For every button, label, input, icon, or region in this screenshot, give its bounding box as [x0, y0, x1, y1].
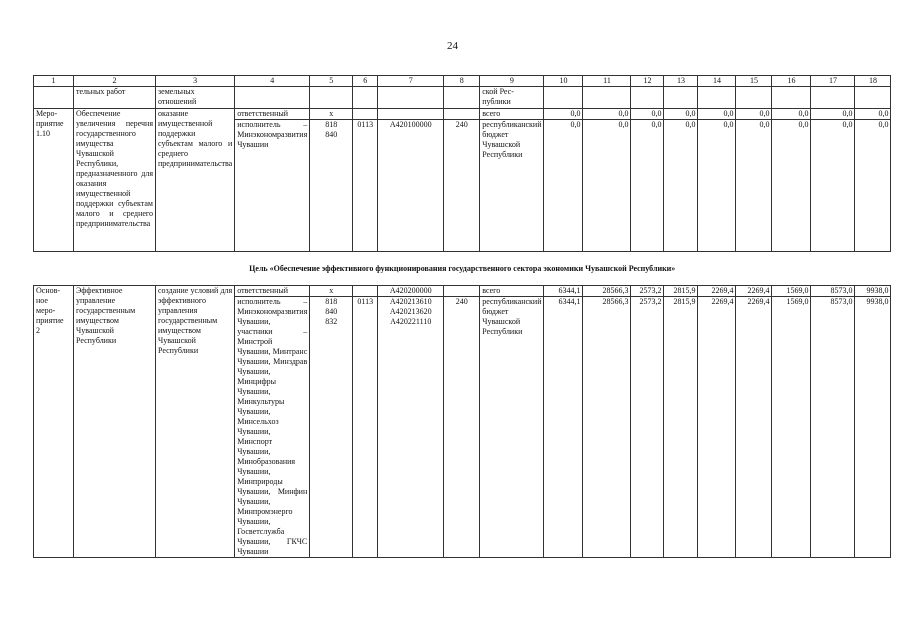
event-1-10-total-row — [34, 109, 891, 120]
goal-row — [34, 252, 891, 286]
cell-continuation-col2: тельных работ — [74, 87, 156, 109]
funding-source: всего — [480, 286, 544, 297]
value-cell: 0,0 — [664, 109, 698, 120]
value-cell: 0,0 — [583, 109, 631, 120]
cell-continuation-col9: ской Рес- публики — [480, 87, 544, 109]
value-cell: 0,0 — [772, 109, 811, 120]
section-code — [353, 286, 378, 297]
value-cell: 2269,4 — [736, 297, 772, 558]
header-cell: 2 — [74, 76, 156, 87]
header-cell: 15 — [736, 76, 772, 87]
value-cell: 0,0 — [736, 120, 772, 252]
value-cell: 2573,2 — [631, 297, 664, 558]
value-cell: 0,0 — [736, 109, 772, 120]
value-cell: 1569,0 — [772, 286, 811, 297]
header-cell: 11 — [583, 76, 631, 87]
header-cell: 17 — [811, 76, 855, 87]
value-cell: 9938,0 — [855, 286, 891, 297]
grbs-code: x — [310, 286, 353, 297]
value-cell: 2269,4 — [698, 297, 736, 558]
value-cell: 0,0 — [855, 120, 891, 252]
value-cell: 8573,0 — [811, 297, 855, 558]
funding-source: республиканский бюджет Чувашской Республики — [480, 120, 544, 252]
main-event-2-name: Эффективное управление государственным имуществом Чувашской Республики — [74, 286, 156, 558]
continuation-row — [34, 87, 891, 109]
executor-list: исполнитель – Минэкономразвития Чувашии, участники – Минстрой Чувашии, Минтранс Чувашии, Минздрав Чувашии, Минцифры Чувашии, Минкультуры Чувашии, Минсельхоз Чувашии, Минспорт Чувашии, Минобразования Чувашии, Минприроды Чувашии, Минфин Чувашии, Минпромэнерго Чувашии, Госветслужба Чувашии, ГКЧС Чувашии — [235, 297, 310, 558]
expense-type: 240 — [444, 297, 480, 558]
value-cell: 0,0 — [772, 120, 811, 252]
main-event-2-result: создание условий для эффективного управления государственным имуществом Чувашской Республики — [156, 286, 235, 558]
target-article — [378, 109, 444, 120]
header-cell: 13 — [664, 76, 698, 87]
value-cell: 0,0 — [544, 120, 583, 252]
expense-type — [444, 109, 480, 120]
header-cell: 5 — [310, 76, 353, 87]
section-code — [353, 109, 378, 120]
expense-type — [444, 286, 480, 297]
value-cell: 28566,3 — [583, 286, 631, 297]
header-cell: 16 — [772, 76, 811, 87]
value-cell: 2269,4 — [736, 286, 772, 297]
value-cell: 0,0 — [698, 120, 736, 252]
value-cell: 0,0 — [811, 120, 855, 252]
event-1-10-result: оказание имущественной поддержки субъектам малого и среднего предпринимательства — [156, 109, 235, 252]
header-cell: 7 — [378, 76, 444, 87]
target-article: А420200000 — [378, 286, 444, 297]
value-cell: 0,0 — [631, 120, 664, 252]
value-cell: 28566,3 — [583, 297, 631, 558]
value-cell: 2269,4 — [698, 286, 736, 297]
value-cell: 2815,9 — [664, 286, 698, 297]
value-cell: 6344,1 — [544, 286, 583, 297]
main-event-2-number: Основ- ное меро- приятие 2 — [34, 286, 74, 558]
responsible-label: ответственный — [235, 109, 310, 120]
header-cell: 6 — [353, 76, 378, 87]
value-cell: 0,0 — [664, 120, 698, 252]
value-cell: 8573,0 — [811, 286, 855, 297]
responsible-label: ответственный — [235, 286, 310, 297]
value-cell: 0,0 — [855, 109, 891, 120]
budget-table — [33, 75, 891, 558]
header-cell: 1 — [34, 76, 74, 87]
goal-text: Цель «Обеспечение эффективного функционирования государственного сектора экономики Чувашской Республики» — [34, 252, 891, 286]
header-cell: 18 — [855, 76, 891, 87]
header-row — [34, 76, 891, 87]
section-code: 0113 — [353, 120, 378, 252]
value-cell: 6344,1 — [544, 297, 583, 558]
target-article: А420100000 — [378, 120, 444, 252]
header-cell: 8 — [444, 76, 480, 87]
header-cell: 10 — [544, 76, 583, 87]
header-cell: 9 — [480, 76, 544, 87]
executor-list: исполнитель – Минэкономразвития Чувашии — [235, 120, 310, 252]
header-cell: 3 — [156, 76, 235, 87]
value-cell: 0,0 — [631, 109, 664, 120]
header-cell: 4 — [235, 76, 310, 87]
main-event-2-total-row — [34, 286, 891, 297]
value-cell: 0,0 — [583, 120, 631, 252]
funding-source: республиканский бюджет Чувашской Республики — [480, 297, 544, 558]
target-article: А420213610 А420213620 А420221110 — [378, 297, 444, 558]
value-cell: 0,0 — [544, 109, 583, 120]
header-cell: 14 — [698, 76, 736, 87]
grbs-code: x — [310, 109, 353, 120]
header-cell: 12 — [631, 76, 664, 87]
value-cell: 1569,0 — [772, 297, 811, 558]
event-1-10-name: Обеспечение увеличения перечня государственного имущества Чувашской Республики, предназначенного для оказания имущественной поддержки субъектам малого и среднего предпринимательства — [74, 109, 156, 252]
grbs-code: 818 840 832 — [310, 297, 353, 558]
expense-type: 240 — [444, 120, 480, 252]
value-cell: 0,0 — [811, 109, 855, 120]
event-1-10-number: Меро- приятие 1.10 — [34, 109, 74, 252]
value-cell: 0,0 — [698, 109, 736, 120]
page-number: 24 — [447, 40, 458, 52]
value-cell: 2573,2 — [631, 286, 664, 297]
value-cell: 9938,0 — [855, 297, 891, 558]
section-code: 0113 — [353, 297, 378, 558]
grbs-code: 818 840 — [310, 120, 353, 252]
funding-source: всего — [480, 109, 544, 120]
value-cell: 2815,9 — [664, 297, 698, 558]
cell-continuation-col3: земельных отношений — [156, 87, 235, 109]
